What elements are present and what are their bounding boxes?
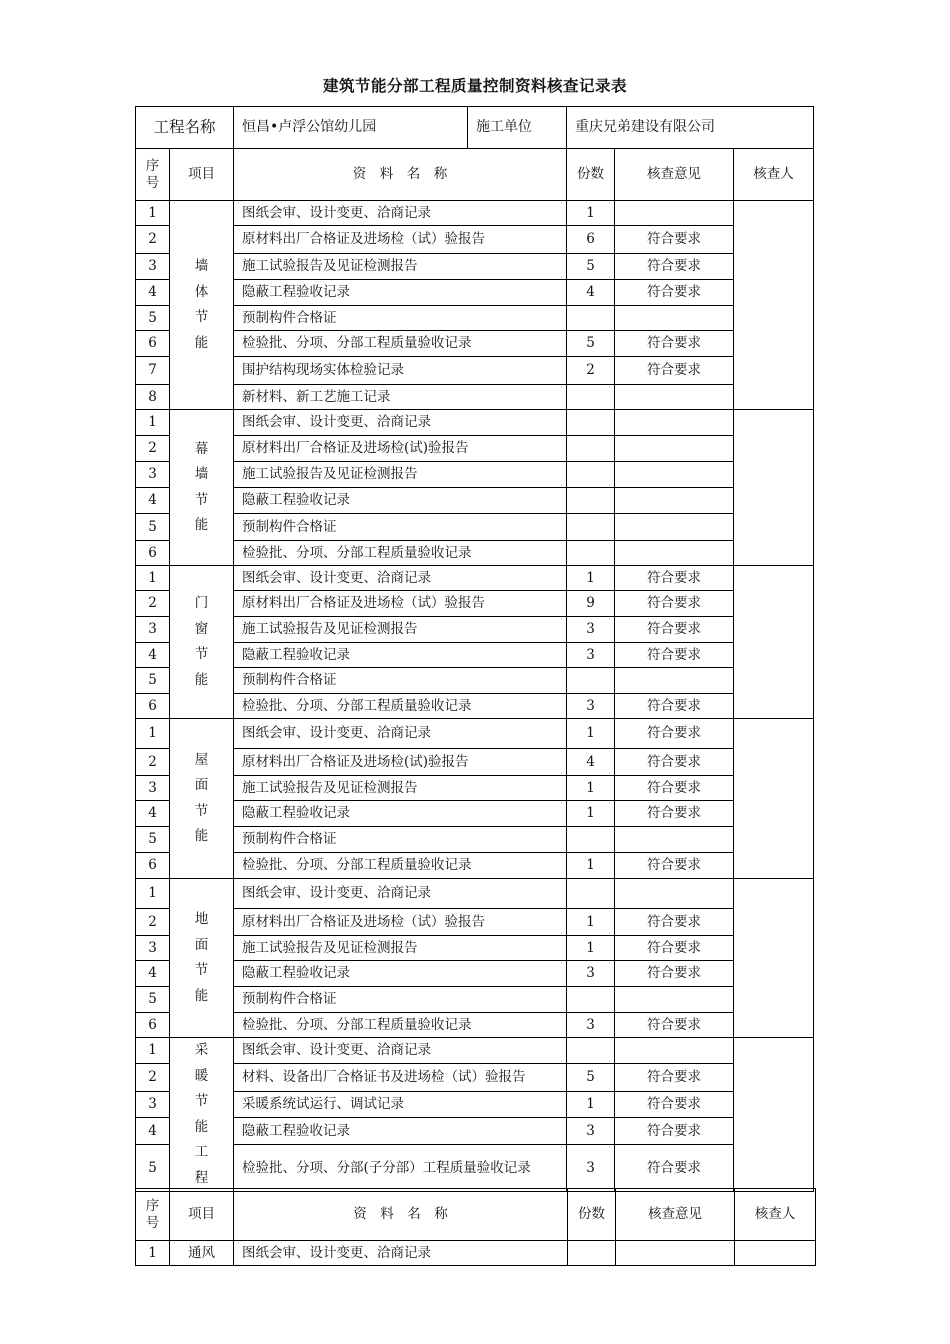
row-opinion	[615, 410, 734, 436]
section-checker	[734, 879, 814, 1038]
continuation-table	[135, 1188, 816, 1266]
row-opinion: 符合要求	[615, 909, 734, 936]
row-doc: 新材料、新工艺施工记录	[234, 385, 567, 410]
construction-unit-label: 施工单位	[476, 118, 533, 135]
row-count: 1	[567, 566, 615, 591]
row-doc: 隐蔽工程验收记录	[234, 280, 567, 306]
section-item-char: 程	[194, 1169, 209, 1186]
table-row	[136, 827, 814, 853]
row-count: 1	[567, 1091, 615, 1117]
table-row	[136, 541, 814, 566]
section-item-char: 体	[194, 283, 209, 300]
row-doc: 预制构件合格证	[234, 827, 567, 853]
row-seq: 5	[136, 987, 170, 1013]
row-doc: 施工试验报告及见证检测报告	[234, 936, 567, 961]
table-row	[136, 694, 814, 719]
row-doc: 检验批、分项、分部工程质量验收记录	[234, 853, 567, 879]
row-seq: 1	[136, 566, 170, 591]
row-item: 通风	[170, 1241, 234, 1266]
row-count: 3	[567, 961, 615, 987]
row-doc: 采暖系统试运行、调试记录	[234, 1091, 567, 1117]
table-row	[136, 254, 814, 280]
row-seq: 5	[136, 514, 170, 541]
row-seq: 5	[136, 1145, 170, 1192]
table-row	[136, 331, 814, 357]
row-count	[567, 385, 615, 410]
table-row	[136, 280, 814, 306]
row-seq: 2	[136, 436, 170, 462]
row-doc: 原材料出厂合格证及进场检(试)验报告	[234, 749, 567, 776]
table-row	[136, 668, 814, 694]
table-row	[136, 719, 814, 749]
project-name-label: 工程名称	[136, 107, 234, 149]
row-doc: 图纸会审、设计变更、洽商记录	[234, 566, 567, 591]
section-item-char: 节	[194, 962, 209, 978]
row-opinion: 符合要求	[615, 566, 734, 591]
section-item-label	[170, 566, 234, 719]
row-opinion	[616, 1241, 735, 1266]
row-count	[567, 306, 615, 331]
row-count	[567, 668, 615, 694]
checker-header: 核查人	[734, 149, 814, 201]
section-item-label	[170, 410, 234, 566]
table-row	[136, 566, 814, 591]
row-seq: 1	[136, 1241, 170, 1266]
row-count: 4	[567, 749, 615, 776]
row-count: 1	[567, 201, 615, 226]
row-doc: 隐蔽工程验收记录	[234, 801, 567, 827]
section-item-char: 窗	[194, 620, 209, 637]
row-seq: 5	[136, 827, 170, 853]
table-row	[136, 961, 814, 987]
row-count: 3	[567, 1013, 615, 1038]
row-doc: 原材料出厂合格证及进场检（试）验报告	[234, 909, 567, 936]
doc-header: 资 料 名 称	[234, 1189, 568, 1241]
row-opinion	[615, 436, 734, 462]
row-seq: 6	[136, 853, 170, 879]
table-row	[136, 1091, 814, 1117]
row-opinion	[615, 668, 734, 694]
section-item-char: 节	[194, 309, 209, 325]
row-seq: 8	[136, 385, 170, 410]
row-doc: 检验批、分项、分部工程质量验收记录	[234, 331, 567, 357]
section-item-char: 能	[194, 1118, 209, 1135]
row-seq: 4	[136, 488, 170, 514]
section-item-char: 门	[194, 595, 209, 611]
table-row	[136, 226, 814, 254]
row-doc: 原材料出厂合格证及进场检（试）验报告	[234, 226, 567, 254]
row-count: 6	[567, 226, 615, 254]
row-opinion: 符合要求	[615, 961, 734, 987]
row-opinion: 符合要求	[615, 331, 734, 357]
table-row	[136, 1063, 814, 1091]
row-seq: 4	[136, 1117, 170, 1145]
row-seq: 3	[136, 776, 170, 801]
count-header: 份数	[567, 149, 615, 201]
section-checker	[734, 201, 814, 410]
row-seq: 1	[136, 410, 170, 436]
section-checker	[734, 410, 814, 566]
row-opinion: 符合要求	[615, 1145, 734, 1192]
inspection-table	[135, 106, 814, 1192]
table-row	[136, 909, 814, 936]
row-doc: 图纸会审、设计变更、洽商记录	[234, 879, 567, 909]
table-row	[136, 879, 814, 909]
table-row	[136, 1145, 814, 1192]
row-seq: 6	[136, 331, 170, 357]
section-item-label	[170, 879, 234, 1038]
row-seq: 7	[136, 357, 170, 385]
row-seq: 6	[136, 694, 170, 719]
row-doc: 围护结构现场实体检验记录	[234, 357, 567, 385]
row-seq: 3	[136, 254, 170, 280]
table-row	[136, 488, 814, 514]
checker-header: 核查人	[735, 1189, 816, 1241]
doc-header: 资 料 名 称	[234, 149, 567, 201]
project-name-value: 恒昌•卢浮公馆幼儿园	[234, 107, 468, 148]
row-doc: 检验批、分项、分部工程质量验收记录	[234, 1013, 567, 1038]
table-row	[136, 306, 814, 331]
table-row	[136, 1241, 816, 1266]
section-item-label	[170, 1038, 234, 1192]
seq-header: 序 号	[136, 149, 170, 201]
row-opinion: 符合要求	[615, 749, 734, 776]
row-count: 4	[567, 280, 615, 306]
row-opinion: 符合要求	[615, 1063, 734, 1091]
row-opinion: 符合要求	[615, 801, 734, 827]
row-doc: 图纸会审、设计变更、洽商记录	[234, 719, 567, 749]
row-count	[567, 541, 615, 566]
row-count	[568, 1241, 616, 1266]
opinion-header: 核查意见	[616, 1189, 735, 1241]
row-checker	[735, 1241, 816, 1266]
row-seq: 2	[136, 909, 170, 936]
row-seq: 5	[136, 306, 170, 331]
table-row	[136, 936, 814, 961]
row-opinion	[615, 827, 734, 853]
row-opinion	[615, 385, 734, 410]
row-seq: 4	[136, 280, 170, 306]
row-doc: 图纸会审、设计变更、洽商记录	[234, 1038, 567, 1064]
table-row	[136, 643, 814, 668]
row-opinion: 符合要求	[615, 719, 734, 749]
section-item-char: 能	[194, 517, 209, 533]
project-row	[136, 107, 814, 149]
section-item-char: 能	[194, 828, 209, 844]
row-opinion	[615, 462, 734, 488]
row-opinion: 符合要求	[615, 280, 734, 306]
row-doc: 原材料出厂合格证及进场检（试）验报告	[234, 591, 567, 617]
row-doc: 材料、设备出厂合格证书及进场检（试）验报告	[234, 1063, 567, 1091]
row-opinion: 符合要求	[615, 617, 734, 643]
row-doc: 隐蔽工程验收记录	[234, 961, 567, 987]
column-header-row	[136, 149, 814, 201]
table-row	[136, 801, 814, 827]
row-doc: 隐蔽工程验收记录	[234, 643, 567, 668]
row-doc: 施工试验报告及见证检测报告	[234, 254, 567, 280]
item-header: 项目	[170, 1189, 234, 1241]
row-count	[567, 436, 615, 462]
row-seq: 2	[136, 1063, 170, 1091]
section-item-char: 墙	[194, 466, 209, 482]
row-count: 1	[567, 776, 615, 801]
row-opinion	[615, 541, 734, 566]
row-doc: 施工试验报告及见证检测报告	[234, 462, 567, 488]
row-seq: 2	[136, 591, 170, 617]
row-count	[567, 1038, 615, 1064]
row-count: 3	[567, 1145, 615, 1192]
row-count	[567, 879, 615, 909]
row-seq: 4	[136, 801, 170, 827]
table-row	[136, 201, 814, 226]
section-item-char: 幕	[194, 440, 209, 457]
section-checker	[734, 1038, 814, 1192]
section-checker	[734, 719, 814, 879]
section-item-char: 节	[194, 802, 209, 819]
row-count: 2	[567, 357, 615, 385]
row-doc: 检验批、分项、分部工程质量验收记录	[234, 541, 567, 566]
section-item-char: 面	[194, 936, 209, 953]
section-item-char: 能	[194, 987, 209, 1004]
row-opinion	[615, 306, 734, 331]
row-opinion	[615, 1038, 734, 1064]
row-opinion: 符合要求	[615, 1091, 734, 1117]
section-item-char: 地	[194, 911, 209, 927]
section-item-char: 采	[194, 1042, 209, 1058]
row-opinion	[615, 879, 734, 909]
row-count	[567, 488, 615, 514]
row-opinion	[615, 201, 734, 226]
row-doc: 预制构件合格证	[234, 668, 567, 694]
row-opinion: 符合要求	[615, 776, 734, 801]
row-opinion: 符合要求	[615, 936, 734, 961]
table-row	[136, 1117, 814, 1145]
row-doc: 隐蔽工程验收记录	[234, 1117, 567, 1145]
section-item-char: 工	[194, 1144, 209, 1160]
row-doc: 图纸会审、设计变更、洽商记录	[234, 1241, 568, 1266]
table-row	[136, 776, 814, 801]
opinion-header: 核查意见	[615, 149, 734, 201]
row-doc: 隐蔽工程验收记录	[234, 488, 567, 514]
section-item-label	[170, 201, 234, 410]
table-row	[136, 357, 814, 385]
row-seq: 1	[136, 1038, 170, 1064]
row-opinion: 符合要求	[615, 1117, 734, 1145]
row-opinion: 符合要求	[615, 1013, 734, 1038]
row-opinion	[615, 488, 734, 514]
seq-header: 序 号	[136, 1189, 170, 1241]
row-opinion: 符合要求	[615, 226, 734, 254]
section-item-char: 节	[194, 1093, 209, 1109]
row-count: 3	[567, 643, 615, 668]
row-opinion: 符合要求	[615, 643, 734, 668]
row-seq: 4	[136, 961, 170, 987]
table-row	[136, 514, 814, 541]
row-doc: 原材料出厂合格证及进场检(试)验报告	[234, 436, 567, 462]
section-item-char: 能	[194, 334, 209, 351]
row-count: 5	[567, 331, 615, 357]
section-item-char: 节	[194, 646, 209, 662]
row-opinion: 符合要求	[615, 254, 734, 280]
section-item-char: 能	[194, 671, 209, 688]
row-seq: 3	[136, 936, 170, 961]
row-opinion: 符合要求	[615, 357, 734, 385]
table-row	[136, 410, 814, 436]
row-doc: 检验批、分项、分部工程质量验收记录	[234, 694, 567, 719]
row-seq: 3	[136, 462, 170, 488]
row-doc: 施工试验报告及见证检测报告	[234, 617, 567, 643]
row-count	[567, 410, 615, 436]
row-seq: 6	[136, 1013, 170, 1038]
row-opinion: 符合要求	[615, 591, 734, 617]
table-row	[136, 1038, 814, 1064]
page-title: 建筑节能分部工程质量控制资料核查记录表	[322, 76, 627, 95]
section-item-char: 节	[194, 491, 209, 508]
row-opinion	[615, 514, 734, 541]
row-count: 9	[567, 591, 615, 617]
construction-unit-value: 重庆兄弟建设有限公司	[567, 107, 814, 149]
row-doc: 检验批、分项、分部(子分部）工程质量验收记录	[234, 1145, 567, 1192]
row-doc: 图纸会审、设计变更、洽商记录	[234, 410, 567, 436]
count-header: 份数	[568, 1189, 616, 1241]
row-count: 1	[567, 801, 615, 827]
section-item-char: 墙	[194, 258, 209, 274]
table-row	[136, 436, 814, 462]
table-row	[136, 749, 814, 776]
row-count	[567, 987, 615, 1013]
row-count: 1	[567, 853, 615, 879]
table-row	[136, 385, 814, 410]
table-row	[136, 591, 814, 617]
row-seq: 2	[136, 226, 170, 254]
row-doc: 施工试验报告及见证检测报告	[234, 776, 567, 801]
row-count: 3	[567, 694, 615, 719]
row-opinion: 符合要求	[615, 853, 734, 879]
table-row	[136, 462, 814, 488]
row-opinion: 符合要求	[615, 694, 734, 719]
table-row	[136, 853, 814, 879]
table-row	[136, 617, 814, 643]
row-count: 1	[567, 719, 615, 749]
row-seq: 3	[136, 617, 170, 643]
row-count	[567, 514, 615, 541]
row-count: 5	[567, 1063, 615, 1091]
row-seq: 4	[136, 643, 170, 668]
table-row	[136, 987, 814, 1013]
row-count	[567, 462, 615, 488]
column-header-row-2	[136, 1189, 816, 1241]
row-doc: 图纸会审、设计变更、洽商记录	[234, 201, 567, 226]
row-doc: 预制构件合格证	[234, 306, 567, 331]
row-opinion	[615, 987, 734, 1013]
section-item-label	[170, 719, 234, 879]
row-seq: 6	[136, 541, 170, 566]
section-item-char: 暖	[194, 1067, 209, 1084]
row-count: 5	[567, 254, 615, 280]
row-seq: 3	[136, 1091, 170, 1117]
section-item-char: 屋	[194, 751, 209, 768]
row-seq: 2	[136, 749, 170, 776]
row-count	[567, 827, 615, 853]
row-count: 1	[567, 909, 615, 936]
row-doc: 预制构件合格证	[234, 514, 567, 541]
section-checker	[734, 566, 814, 719]
row-seq: 5	[136, 668, 170, 694]
row-seq: 1	[136, 719, 170, 749]
section-item-char: 面	[194, 777, 209, 793]
row-seq: 1	[136, 879, 170, 909]
row-count: 3	[567, 1117, 615, 1145]
item-header: 项目	[170, 149, 234, 201]
row-seq: 1	[136, 201, 170, 226]
row-count: 1	[567, 936, 615, 961]
row-doc: 预制构件合格证	[234, 987, 567, 1013]
table-row	[136, 1013, 814, 1038]
row-count: 3	[567, 617, 615, 643]
